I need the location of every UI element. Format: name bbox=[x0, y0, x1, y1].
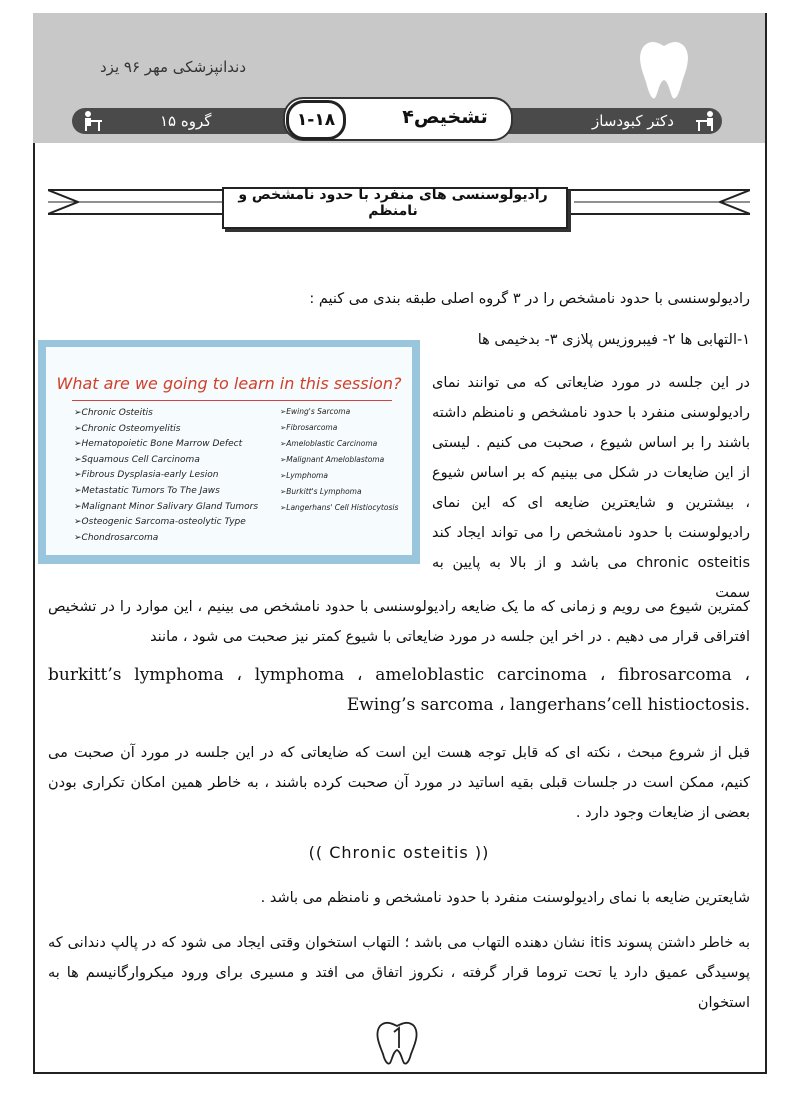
tooth-logo-icon bbox=[636, 38, 692, 102]
slide-list-item: ➢Burkitt's Lymphoma bbox=[280, 487, 362, 496]
slide-list-item: ➢Lymphoma bbox=[280, 471, 328, 480]
slide-list-item: ➢Langerhans' Cell Histiocytosis bbox=[280, 503, 399, 512]
slide-list-item: ➢Metastatic Tumors To The Jaws bbox=[74, 485, 220, 496]
slide-list-item: ➢Malignant Ameloblastoma bbox=[280, 455, 385, 464]
slide-list-item: ➢Squamous Cell Carcinoma bbox=[74, 454, 200, 465]
section2-title: (( Chronic osteitis )) bbox=[308, 843, 490, 862]
beside-slide-paragraph: در این جلسه در مورد ضایعاتی که می توانند نمای رادیولوسنی منفرد با حدود نامشخص و نامنظم داشته باشند را بر اساس شیوع ، صحبت می کنیم . لیستی از این ضایعات در شکل می بینیم که بر اساس شیوع ، بیشترین و شایعترین ضایعه ای که این نمای رادیولوسنت با حدود نامشخص را می تواند ایجاد کند chronic osteitis می باشد و از بالا به پایین به سمت bbox=[432, 375, 751, 601]
session-number-badge: ۱-۱۸ bbox=[286, 100, 346, 140]
header-site-label: دندانپزشکی مهر ۹۶ یزد bbox=[100, 58, 247, 76]
slide-right-list bbox=[280, 404, 398, 516]
person-at-desk-icon bbox=[80, 110, 104, 132]
note-paragraph: قبل از شروع مبحث ، نکته ای که قابل توجه هست این است که ضایعاتی که در این جلسه در مورد آن صحبت می کنیم، ممکن است در جلسات قبلی بقیه اساتید در مورد آن صحبت کرده باشند ، به خاطر همین امکان تکراری بودن بعضی از ضایعات وجود دارد . bbox=[48, 745, 750, 821]
header-group: گروه ۱۵ bbox=[160, 112, 212, 130]
groups-line: ۱-التهابی ها ۲- فیبروزیس پلازی ۳- بدخیمی ها bbox=[477, 332, 750, 348]
slide-list-item: ➢Chondrosarcoma bbox=[74, 532, 159, 543]
slide-list-item: ➢Fibrosarcoma bbox=[280, 423, 338, 432]
page-title: تشخیص۴ bbox=[402, 106, 488, 128]
itis-paragraph: به خاطر داشتن پسوند itis نشان دهنده التهاب می باشد ؛ التهاب استخوان وقتی ایجاد می شود که در پالپ دندانی که پوسیدگی عمیق دارد یا تحت تروما قرار گرفته ، نکروز اتفاق می افتد و مسیری برای ورود میکروارگانیسم ها به استخوان bbox=[48, 935, 750, 1011]
continued-paragraph: کمترین شیوع می رویم و زمانی که ما یک ضایعه رادیولوسنسی با حدود نامشخص می بینیم ، این موارد را در تشخیص افتراقی قرار می دهیم . در اخر این جلسه در مورد ضایعاتی با شیوع کمتر نیز صحبت می شود ، مانند bbox=[48, 599, 750, 645]
slide-list-item: ➢Osteogenic Sarcoma-osteolytic Type bbox=[74, 517, 246, 528]
slide-list-item: ➢Fibrous Dysplasia-early Lesion bbox=[74, 470, 219, 481]
header-doctor: دکتر کبودساز bbox=[592, 112, 674, 130]
most-common-paragraph: شایعترین ضایعه با نمای رادیولوسنت منفرد با حدود نامشخص و نامنظم می باشد . bbox=[260, 890, 750, 906]
section-heading: رادیولوسنسی های منفرد با حدود نامشخص و نامنظم bbox=[238, 187, 548, 219]
slide-list-item: ➢Ameloblastic Carcinoma bbox=[280, 439, 378, 448]
english-lesion-list: burkitt’s lymphoma ، lymphoma ، ameloblastic carcinoma ، fibrosarcoma ، Ewing’s sarcoma ، langerhans’cell histioctosis. bbox=[48, 665, 750, 715]
footer-tooth-icon bbox=[374, 1018, 420, 1066]
intro-paragraph: رادیولوسنسی با حدود نامشخص را در ۳ گروه اصلی طبقه بندی می کنیم : bbox=[309, 291, 750, 307]
slide-left-list bbox=[74, 406, 258, 546]
slide-list-item: ➢Chronic Osteitis bbox=[74, 408, 153, 418]
slide-divider bbox=[72, 400, 392, 401]
person-at-desk-icon-right bbox=[694, 110, 718, 132]
slide-title: What are we going to learn in this session? bbox=[56, 374, 402, 393]
slide-list-item: ➢Chronic Osteomyelitis bbox=[74, 423, 181, 434]
slide-list-item: ➢Ewing's Sarcoma bbox=[280, 407, 351, 416]
slide-list-item: ➢Malignant Minor Salivary Gland Tumors bbox=[74, 501, 259, 512]
slide-list-item: ➢Hematopoietic Bone Marrow Defect bbox=[74, 439, 243, 450]
